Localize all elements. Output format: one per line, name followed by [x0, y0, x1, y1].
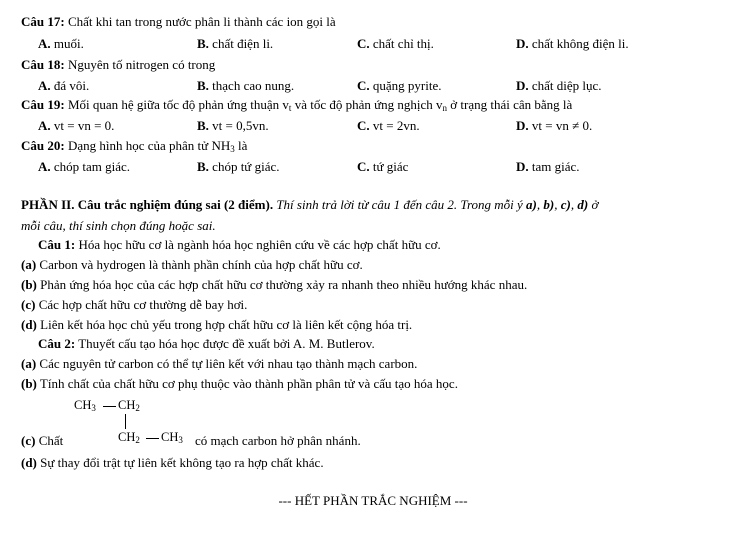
struct-ch2-top: $CH_2$ — [118, 398, 140, 413]
tf-item-a: (a) Các nguyên tử carbon có thể tự liên kết với nhau tạo thành mạch carbon. — [21, 356, 418, 371]
question-stem: Chất khi tan trong nước phân li thành các ion gọi là — [67, 14, 336, 29]
bond-horizontal — [146, 438, 159, 439]
tf-item-b: (b) Tính chất của chất hữu cơ phụ thuộc vào thành phần phân tử và cấu tạo hóa học. — [21, 376, 458, 391]
option-a: A. muối. — [38, 36, 84, 51]
question-20: Câu 20: Dạng hình học của phân tử $NH_3$ là — [21, 138, 248, 154]
option-b: B. chất điện li. — [197, 36, 274, 51]
bond-vertical — [125, 414, 126, 429]
option-d: D. tam giác. — [516, 159, 580, 174]
struct-ch3-top: $CH_3$ — [74, 398, 96, 413]
option-a: A. vt = vn = 0. — [38, 118, 115, 133]
question-number: Câu 19: — [21, 97, 65, 112]
option-c: C. quặng pyrite. — [357, 78, 442, 93]
question-number: Câu 20: — [21, 138, 65, 153]
end-of-section: --- HẾT PHẦN TRẮC NGHIỆM --- — [278, 493, 468, 508]
tf-item-d: (d) Sự thay đổi trật tự liên kết không tạo ra hợp chất khác. — [21, 455, 324, 470]
struct-ch2-bottom: $CH_2$ — [118, 430, 140, 445]
option-b: B. thạch cao nung. — [197, 78, 295, 93]
option-d: D. chất diệp lục. — [516, 78, 602, 93]
question-19: Câu 19: Mối quan hệ giữa tốc độ phản ứng thuận $v_t$ và tốc độ phản ứng nghịch $v_n$ ở trạng thái cân bằng là — [21, 97, 573, 113]
tf-question-2: Câu 2: Thuyết cấu tạo hóa học được đề xuất bởi A. M. Butlerov. — [38, 336, 375, 351]
tf-item-c-suffix: có mạch carbon hở phân nhánh. — [195, 433, 361, 448]
option-b: B. chóp tứ giác. — [197, 159, 280, 174]
bond-horizontal — [103, 406, 116, 407]
tf-item-b: (b) Phản ứng hóa học của các hợp chất hữu cơ thường xảy ra nhanh theo nhiều hướng khác nhau. — [21, 277, 528, 292]
option-c: C. vt = 2vn. — [357, 118, 420, 133]
option-c: C. chất chỉ thị. — [357, 36, 434, 51]
option-b: B. vt = 0,5vn. — [197, 118, 269, 133]
tf-question-1: Câu 1: Hóa học hữu cơ là ngành hóa học nghiên cứu về các hợp chất hữu cơ. — [38, 237, 441, 252]
option-d: D. vt = vn ≠ 0. — [516, 118, 593, 133]
tf-item-c: (c) Chất — [21, 433, 64, 448]
tf-item-a: (a) Carbon và hydrogen là thành phần chính của hợp chất hữu cơ. — [21, 257, 363, 272]
option-a: A. chóp tam giác. — [38, 159, 131, 174]
question-stem: Nguyên tố nitrogen có trong — [67, 57, 216, 72]
question-18 — [21, 58, 215, 73]
part2-heading: PHẦN II. Câu trắc nghiệm đúng sai (2 điểm). Thí sinh trả lời từ câu 1 đến câu 2. Trong mỗi ý a), b), c), d) ở — [21, 197, 599, 212]
option-c: C. tứ giác — [357, 159, 409, 174]
question-number: Câu 18: — [21, 57, 65, 72]
question-17 — [21, 15, 336, 30]
part2-instructions: mỗi câu, thí sinh chọn đúng hoặc sai. — [21, 218, 216, 233]
struct-ch3-bottom: $CH_3$ — [161, 430, 183, 445]
question-number: Câu 17: — [21, 14, 65, 29]
option-a: A. đá vôi. — [38, 78, 90, 93]
tf-item-c: (c) Các hợp chất hữu cơ thường dễ bay hơi. — [21, 297, 248, 312]
tf-item-d: (d) Liên kết hóa học chủ yếu trong hợp chất hữu cơ là liên kết cộng hóa trị. — [21, 317, 413, 332]
option-d: D. chất không điện li. — [516, 36, 629, 51]
